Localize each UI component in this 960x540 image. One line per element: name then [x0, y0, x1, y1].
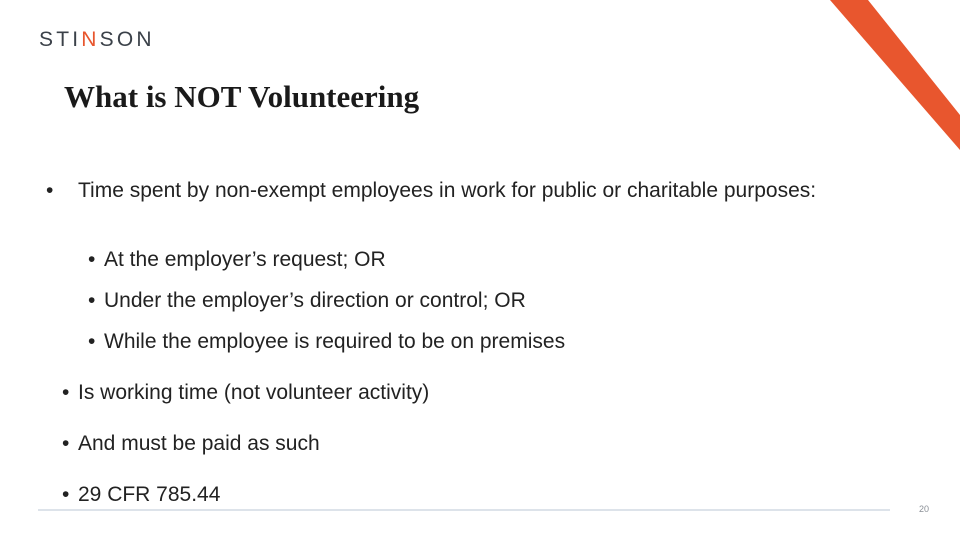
bullet-level2-direction — [88, 287, 526, 314]
bullet-text: Under the employer’s direction or control; OR — [104, 289, 526, 312]
bullet-level1-cfr — [62, 481, 220, 508]
corner-accent-stripe — [820, 0, 960, 160]
bullet-text: At the employer’s request; OR — [104, 248, 386, 271]
bullet-dot-icon: • — [62, 381, 70, 404]
page-number: 20 — [919, 504, 930, 514]
bullet-dot-icon: • — [88, 289, 96, 312]
stinson-logo — [39, 28, 155, 52]
logo-text-end: SON — [99, 28, 155, 51]
bullet-text: And must be paid as such — [78, 432, 320, 455]
bullet-dot-icon: • — [62, 432, 70, 455]
bullet-dot-icon: • — [62, 483, 70, 506]
logo-text-start: STI — [39, 28, 82, 51]
bullet-dot-icon: • — [46, 179, 54, 202]
slide-title: What is NOT Volunteering — [64, 79, 420, 114]
bullet-level1-paid — [62, 430, 320, 457]
bullet-text: While the employee is required to be on premises — [104, 330, 566, 353]
bullet-level2-premises — [88, 328, 565, 355]
bullet-dot-icon: • — [88, 248, 96, 271]
bullet-dot-icon: • — [88, 330, 96, 353]
bullet-text: Is working time (not volunteer activity) — [78, 381, 430, 404]
logo-text-accent: N — [81, 28, 100, 51]
footer-divider — [38, 509, 890, 511]
bullet-text: Time spent by non-exempt employees in work for public or charitable purposes: — [78, 179, 817, 202]
bullet-level1-working-time — [62, 379, 429, 406]
bullet-text: 29 CFR 785.44 — [78, 483, 221, 506]
bullet-level1-nonexempt — [46, 177, 838, 204]
bullet-level2-request — [88, 246, 386, 273]
